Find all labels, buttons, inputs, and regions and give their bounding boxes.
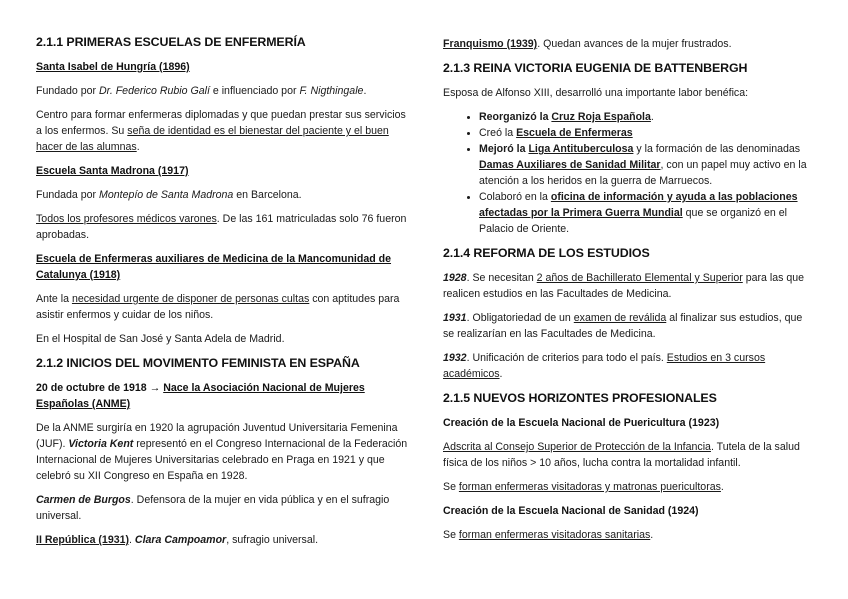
bullet-list-reina <box>443 109 815 237</box>
list-item: • Mejoró la Liga Antituberculosa y la formación de las denominadas Damas Auxiliares de Sanidad Militar, con un papel muy activo en la atención a los heridos en la guerra de Marruecos. <box>479 141 815 189</box>
paragraph-segunda-republica: II República (1931). Clara Campoamor, sufragio universal. <box>36 534 319 546</box>
paragraph-puericultura-forman: Se forman enfermeras visitadoras y matronas puericultoras. <box>443 481 724 493</box>
left-column <box>36 34 410 556</box>
subheading-mancomunidad: Escuela de Enfermeras auxiliares de Medicina de la Mancomunidad de Catalunya (1918) <box>36 253 392 281</box>
paragraph-sanidad-forman: Se forman enfermeras visitadoras sanitarias. <box>443 529 654 541</box>
paragraph-1928: 1928. Se necesitan 2 años de Bachillerato Elemental y Superior para las que realicen estudios en las Facultades de Medicina. <box>443 272 805 300</box>
paragraph-franquismo: Franquismo (1939). Quedan avances de la mujer frustrados. <box>443 38 732 50</box>
subheading-puericultura: Creación de la Escuela Nacional de Puericultura (1923) <box>443 417 720 429</box>
section-heading-2-1-1: 2.1.1 PRIMERAS ESCUELAS DE ENFERMERÍA <box>36 35 306 49</box>
paragraph-santa-madrona-teachers: Todos los profesores médicos varones. De las 161 matriculadas solo 76 fueron aprobadas. <box>36 213 407 241</box>
section-heading-2-1-4: 2.1.4 REFORMA DE LOS ESTUDIOS <box>443 246 650 260</box>
paragraph-carmen-de-burgos: Carmen de Burgos. Defensora de la mujer en vida pública y en el sufragio universal. <box>36 494 390 522</box>
list-item: • Creó la Escuela de Enfermeras <box>479 125 815 141</box>
section-heading-2-1-3: 2.1.3 REINA VICTORIA EUGENIA DE BATTENBERGH <box>443 61 748 75</box>
subheading-sanidad: Creación de la Escuela Nacional de Sanidad (1924) <box>443 505 699 517</box>
paragraph-1931: 1931. Obligatoriedad de un examen de reválida al finalizar sus estudios, que se realizarían en las Facultades de Medicina. <box>443 312 803 340</box>
subheading-santa-isabel: Santa Isabel de Hungría (1896) <box>36 61 190 73</box>
paragraph-santa-madrona-founder: Fundada por Montepío de Santa Madrona en Barcelona. <box>36 189 302 201</box>
section-heading-2-1-5: 2.1.5 NUEVOS HORIZONTES PROFESIONALES <box>443 391 717 405</box>
subheading-anme: 20 de octubre de 1918 → Nace la Asociación Nacional de Mujeres Españolas (ANME) <box>36 382 365 410</box>
list-item: • Reorganizó la Cruz Roja Española. <box>479 109 815 125</box>
paragraph-anme: De la ANME surgiría en 1920 la agrupación Juventud Universitaria Femenina (JUF). Victoria Kent representó en el Congreso Internacional de la Federación Internacional de Mujeres Universitarias celebrado en Praga en 1921 y que celebró su XII Congreso en España en 1928. <box>36 422 408 482</box>
paragraph-esposa: Esposa de Alfonso XIII, desarrolló una importante labor benéfica: <box>443 87 749 99</box>
paragraph-1932: 1932. Unificación de criterios para todo el país. Estudios en 3 cursos académicos. <box>443 352 766 380</box>
right-column <box>443 36 815 551</box>
subheading-santa-madrona: Escuela Santa Madrona (1917) <box>36 165 189 177</box>
paragraph-mancomunidad-hospital: En el Hospital de San José y Santa Adela de Madrid. <box>36 333 285 345</box>
section-heading-2-1-2: 2.1.2 INICIOS DEL MOVIMENTO FEMINISTA EN ESPAÑA <box>36 356 360 370</box>
paragraph-santa-isabel-purpose: Centro para formar enfermeras diplomadas y que puedan prestar sus servicios a los enfermos. Su seña de identidad es el bienestar del paciente y el buen hacer de las alumnas. <box>36 109 406 153</box>
paragraph-puericultura-tutela: Adscrita al Consejo Superior de Protección de la Infancia. Tutela de la salud física de los niños > 10 años, lucha contra la mortalidad infantil. <box>443 441 800 469</box>
list-item: • Colaboró en la oficina de información y ayuda a las poblaciones afectadas por la Primera Guerra Mundial que se organizó en el Palacio de Oriente. <box>479 189 815 237</box>
paragraph-mancomunidad-need: Ante la necesidad urgente de disponer de personas cultas con aptitudes para asistir enfermos y cuidar de los niños. <box>36 293 400 321</box>
paragraph-santa-isabel-founder: Fundado por Dr. Federico Rubio Galí e influenciado por F. Nigthingale. <box>36 85 367 97</box>
